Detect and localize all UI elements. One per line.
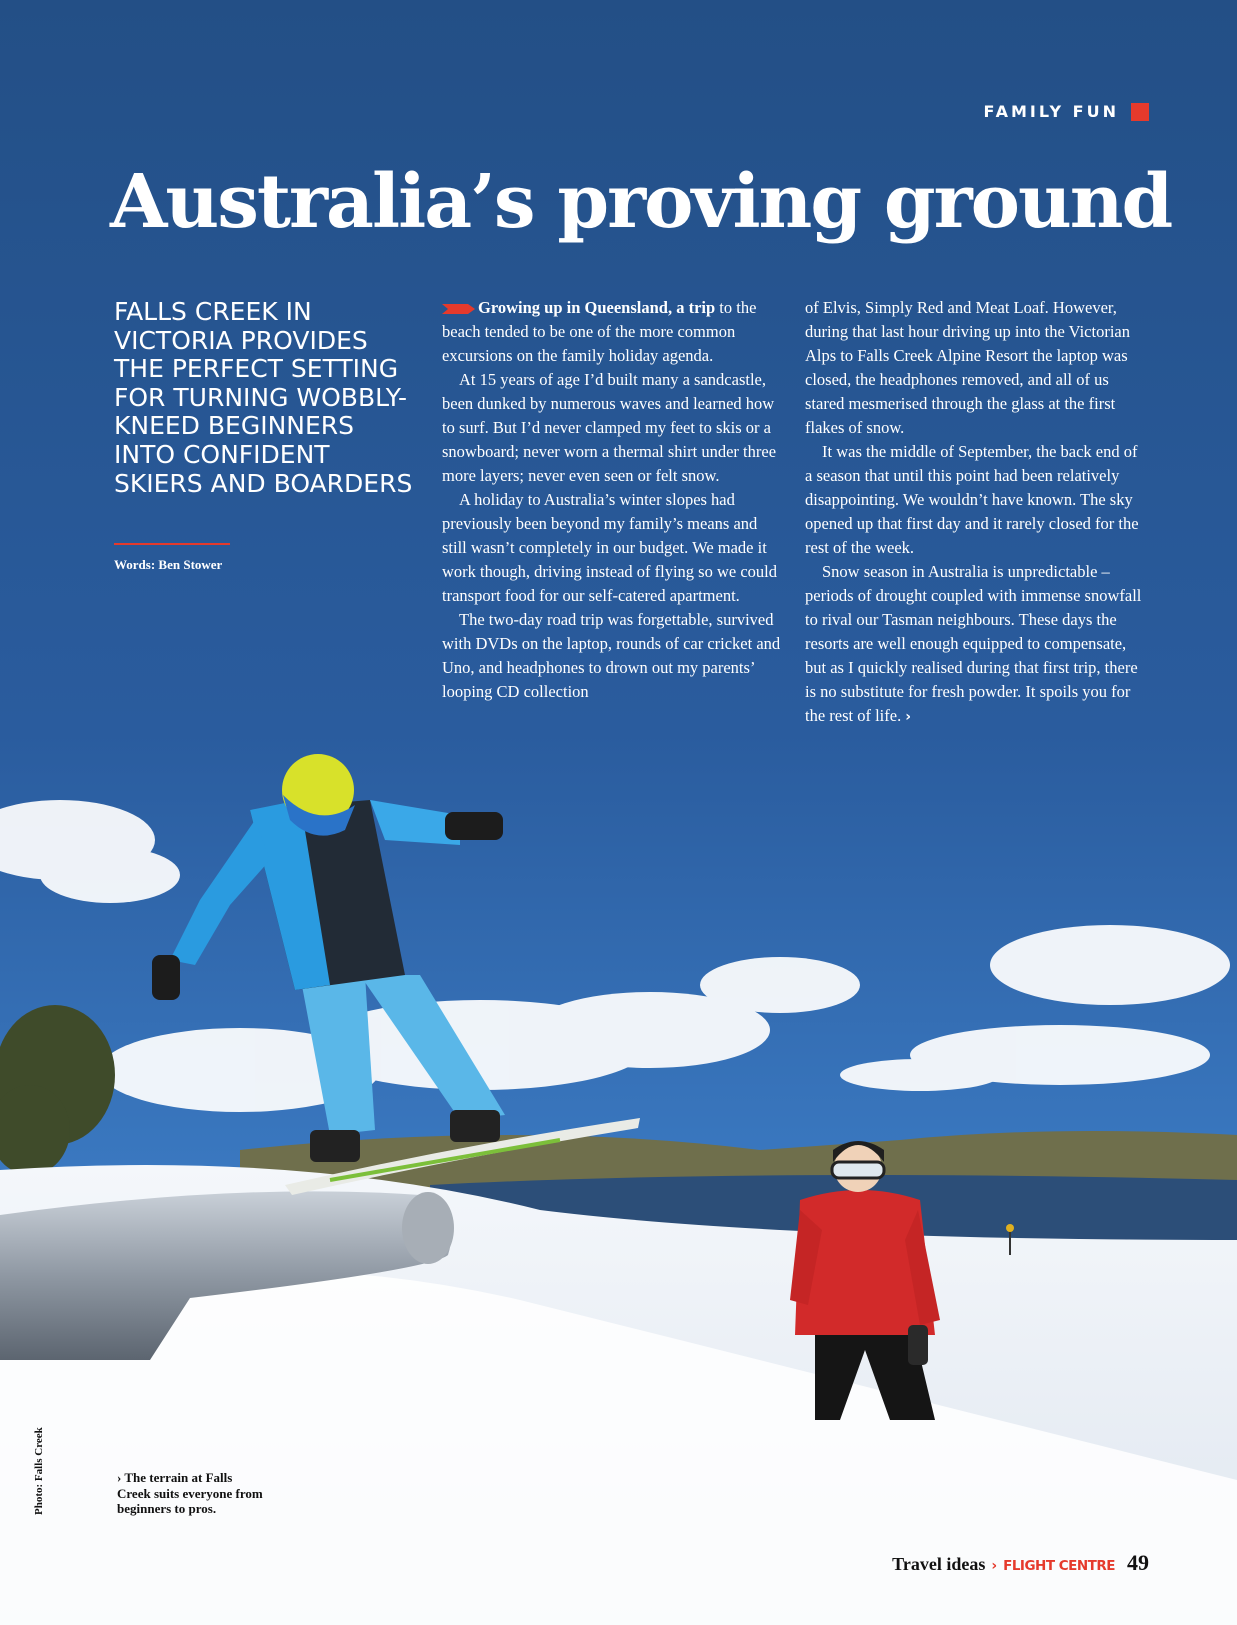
body-paragraph-4-continued: of Elvis, Simply Red and Meat Loaf. However, during that last hour driving up into the Victorian Alps to Falls Creek Alpine Resort the laptop was closed, the headphones removed, and all of us stared mesmerised through the glass at the first flakes of snow. xyxy=(805,298,1130,437)
red-arrow-icon xyxy=(442,303,476,315)
body-paragraph-6 xyxy=(805,560,1145,729)
section-square-icon xyxy=(1131,103,1149,121)
body-paragraph-1 xyxy=(442,296,782,368)
lead-in: Growing up in Queensland, a trip xyxy=(478,298,716,317)
body-paragraph-2: At 15 years of age I’d built many a sandcastle, been dunked by numerous waves and learned how to surf. But I’d never clamped my feet to skis or a snowboard; never worn a thermal shirt under three more layers; never even seen or felt snow. xyxy=(442,370,777,485)
body-column-2 xyxy=(805,296,1145,729)
standfirst-divider xyxy=(114,543,230,545)
body-column-1 xyxy=(442,296,782,704)
photo-credit: Photo: Falls Creek xyxy=(33,1427,45,1515)
body-paragraph-1-rest: to the beach tended to be one of the more common excursions on the family holiday agenda. xyxy=(442,298,757,365)
page-footer xyxy=(892,1550,1149,1576)
body-paragraph-3: A holiday to Australia’s winter slopes had previously been beyond my family’s means and still wasn’t completely in our budget. We made it work though, driving instead of flying so we could transport food for our self-catered apartment. xyxy=(442,490,777,605)
body-paragraph-4: The two-day road trip was forgettable, survived with DVDs on the laptop, rounds of car cricket and Uno, and headphones to drown out my parents’ looping CD collection xyxy=(442,610,781,701)
section-label-text: FAMILY FUN xyxy=(983,102,1119,121)
caption-text: The terrain at Falls Creek suits everyone from beginners to pros. xyxy=(117,1470,263,1516)
footer-chevron-icon: › xyxy=(991,1558,998,1574)
footer-brand: FLIGHT CENTRE xyxy=(1003,1558,1115,1574)
body-paragraph-5: It was the middle of September, the back end of a season that until this point had been relatively disappointing. We wouldn’t have known. The sky opened up that first day and it rarely closed for the rest of the week. xyxy=(805,442,1139,557)
standfirst: FALLS CREEK IN VICTORIA PROVIDES THE PERFECT SETTING FOR TURNING WOBBLY-KNEED BEGINNERS INTO CONFIDENT SKIERS AND BOARDERS xyxy=(114,297,413,498)
caption-chevron-icon: › xyxy=(117,1470,125,1485)
byline: Words: Ben Stower xyxy=(114,557,223,572)
body-paragraph-6-text: Snow season in Australia is unpredictable – periods of drought coupled with immense snowfall to rival our Tasman neighbours. These days the resorts are well enough equipped to compensate, but as I quickly realised during that first trip, there is no substitute for fresh powder. It spoils you for the rest of life. xyxy=(805,562,1142,725)
section-label xyxy=(983,102,1149,121)
photo-caption xyxy=(117,1470,267,1517)
headline: Australia’s proving ground xyxy=(110,159,1172,245)
footer-magazine-name: Travel ideas xyxy=(892,1554,986,1574)
end-mark-icon: › xyxy=(905,709,911,725)
page-number: 49 xyxy=(1127,1550,1149,1575)
